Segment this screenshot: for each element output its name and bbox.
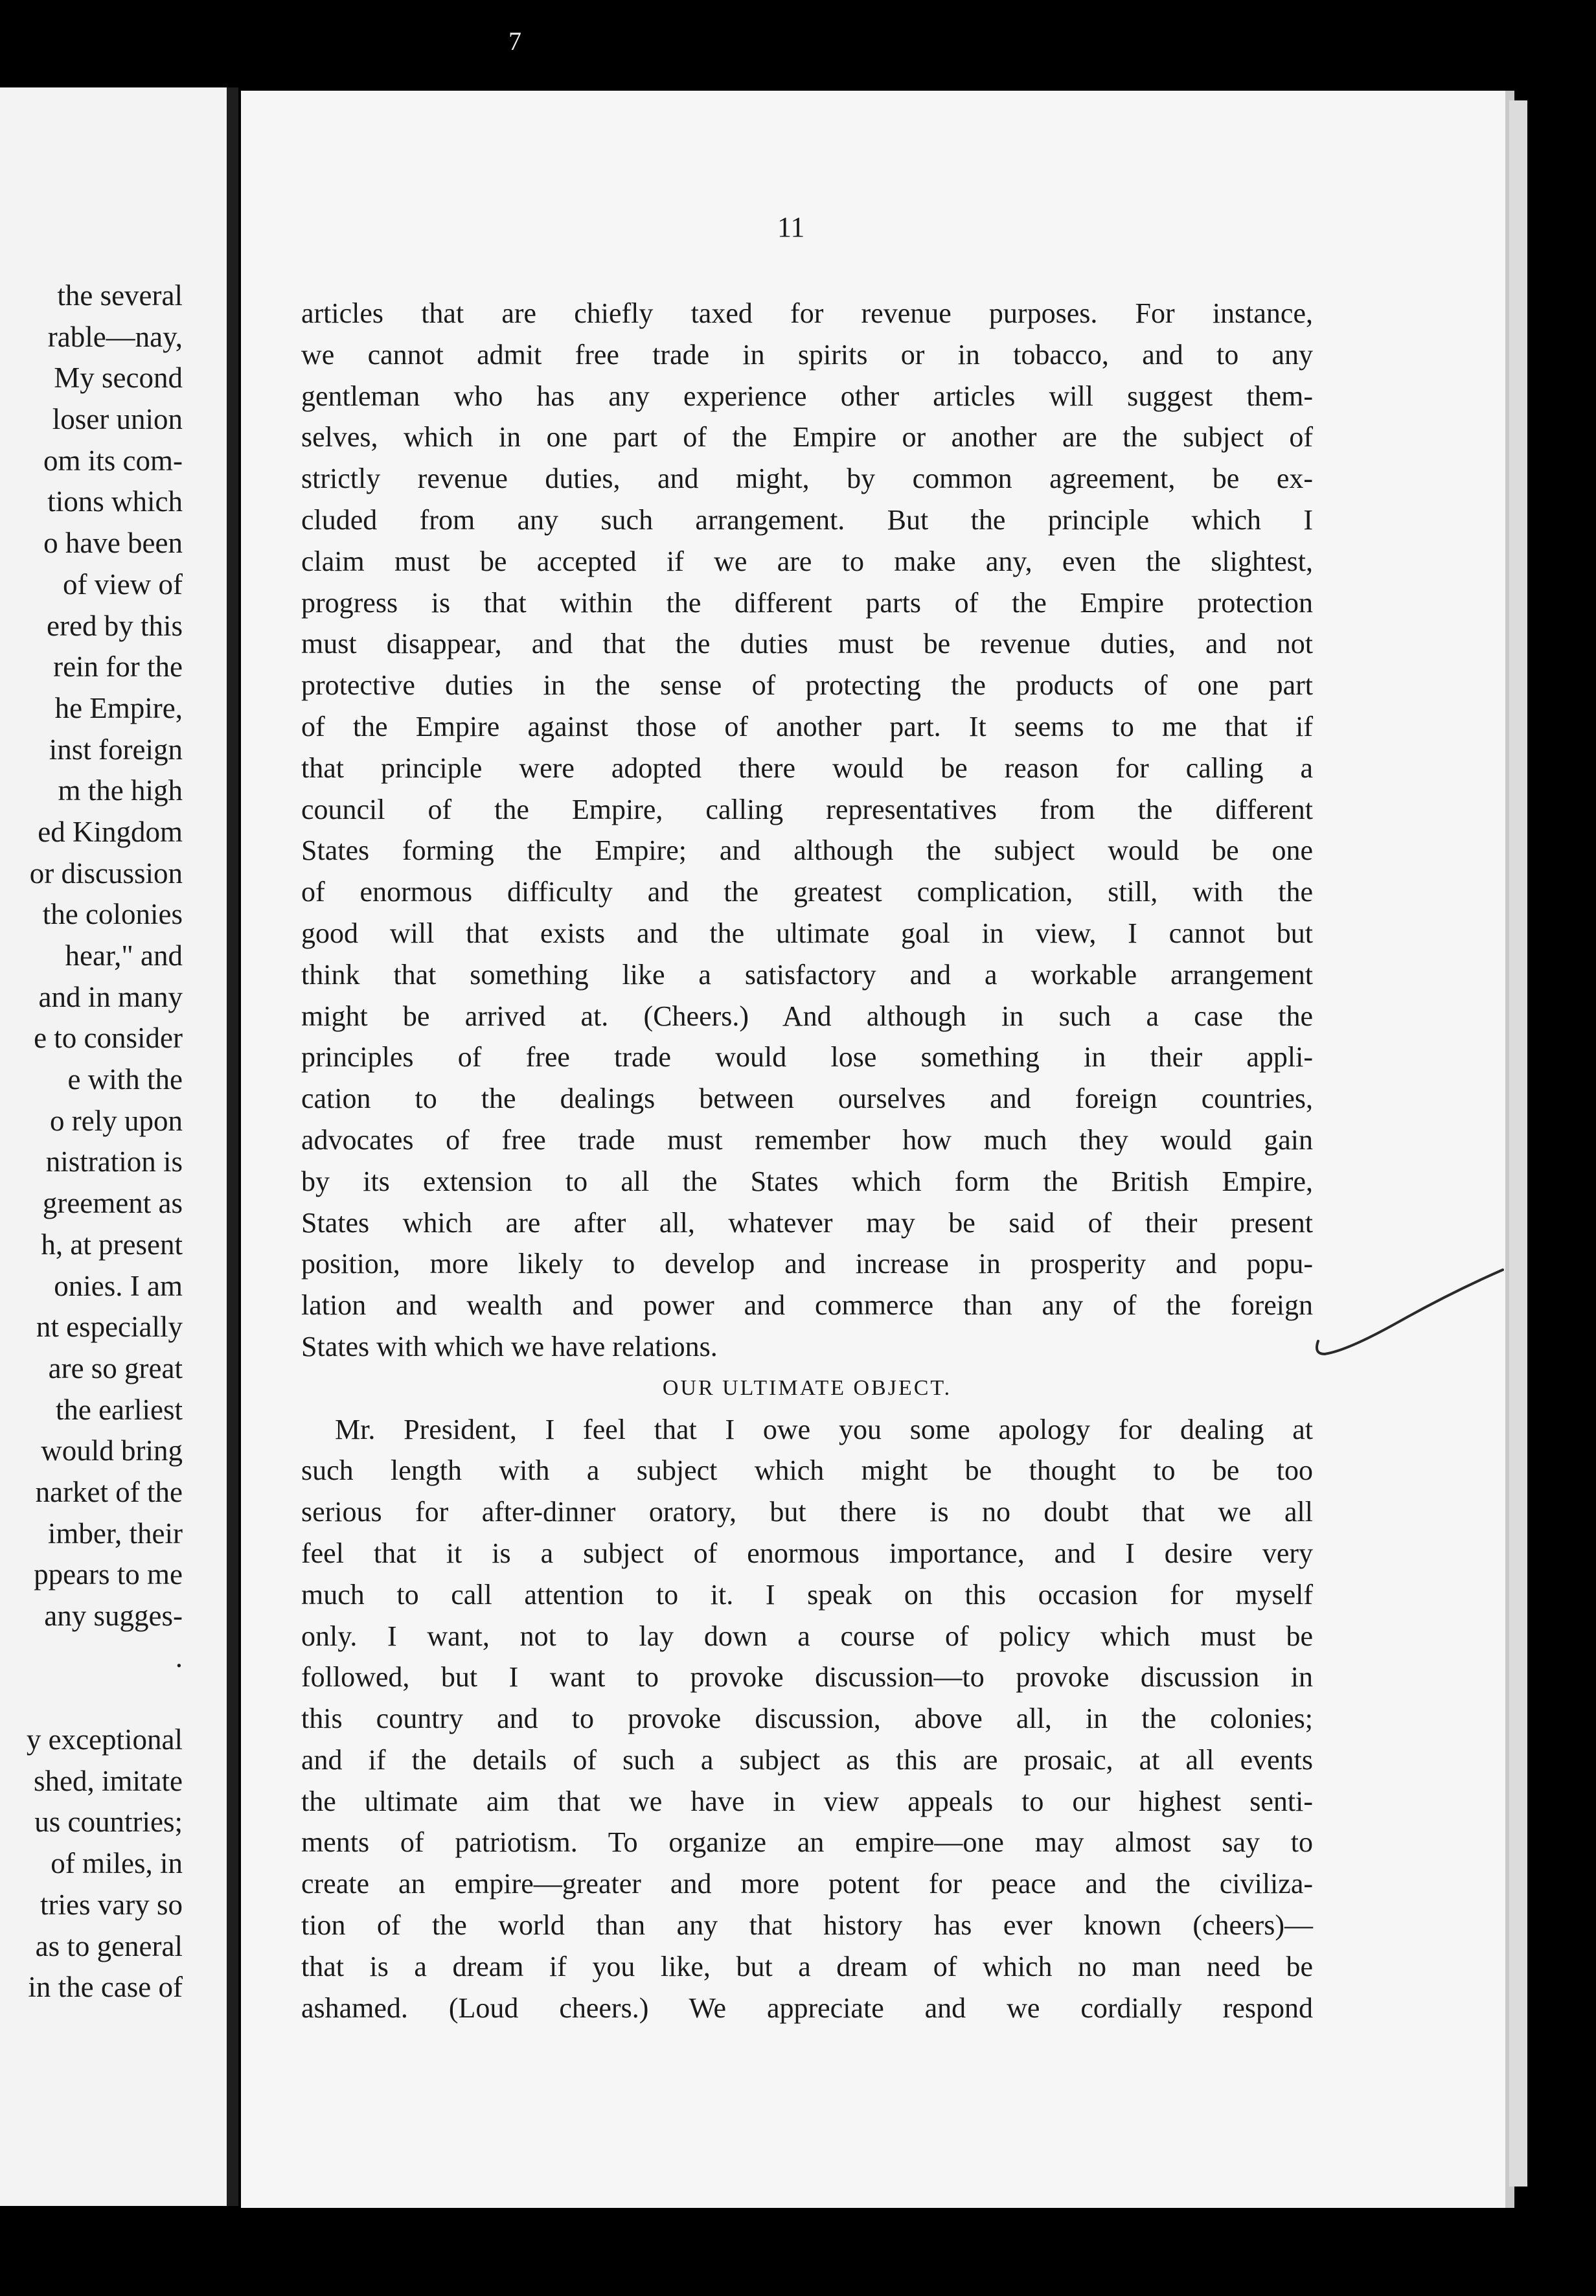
text-line: feel that it is a subject of enormous importance, and I desire very [301, 1537, 1313, 1569]
text-line: serious for after-dinner oratory, but there is no doubt that we all [301, 1496, 1313, 1528]
text-line: are so great [48, 1351, 183, 1384]
text-line: tries vary so [40, 1888, 183, 1921]
text-line: by its extension to all the States which form the British Empire, [301, 1165, 1313, 1197]
text-line: My second [54, 362, 183, 395]
text-line: must disappear, and that the duties must be revenue duties, and not [301, 628, 1313, 660]
paragraph-ultimate-object [301, 1409, 1313, 2029]
text-line: in the case of [28, 1971, 183, 2004]
text-line: inst foreign [49, 733, 183, 766]
text-line: council of the Empire, calling representatives from the different [301, 793, 1313, 825]
text-line: claim must be accepted if we are to make any, even the slightest, [301, 545, 1313, 577]
text-line: create an empire—greater and more potent for peace and the civiliza- [301, 1868, 1313, 1900]
text-line: us countries; [34, 1806, 183, 1839]
text-line: States which are after all, whatever may be said of their present [301, 1206, 1313, 1239]
text-line: rable—nay, [47, 320, 183, 353]
text-line: tion of the world than any that history has ever known (cheers)— [301, 1909, 1313, 1942]
text-line: we cannot admit free trade in spirits or in tobacco, and to any [301, 338, 1313, 371]
text-line: m the high [58, 774, 183, 807]
text-line: cation to the dealings between ourselves and foreign countries, [301, 1083, 1313, 1115]
text-line: ments of patriotism. To organize an empire—one may almost say to [301, 1826, 1313, 1859]
text-line: the earliest [55, 1393, 183, 1426]
text-line: any sugges- [44, 1600, 183, 1632]
text-line: might be arrived at. (Cheers.) And although in such a case the [301, 1000, 1313, 1032]
text-line: shed, imitate [34, 1764, 183, 1797]
text-line [0, 1678, 183, 1719]
text-line: that is a dream if you like, but a dream of which no man need be [301, 1950, 1313, 1982]
text-line: om its com- [43, 444, 183, 477]
text-line: much to call attention to it. I speak on this occasion for myself [301, 1578, 1313, 1611]
text-line: protective duties in the sense of protecting the products of one part [301, 669, 1313, 702]
text-line: ppears to me [34, 1558, 183, 1591]
top-mark: 7 [508, 27, 521, 56]
text-line: that principle were adopted there would be reason for calling a [301, 752, 1313, 784]
text-line: ashamed. (Loud cheers.) We appreciate and we cordially respond [301, 1992, 1313, 2024]
text-line: the ultimate aim that we have in view appeals to our highest senti- [301, 1785, 1313, 1817]
text-line: the colonies [42, 898, 183, 931]
text-line: progress is that within the different parts of the Empire protection [301, 586, 1313, 619]
text-line: advocates of free trade must remember how much they would gain [301, 1123, 1313, 1156]
text-line: gentleman who has any experience other articles will suggest them- [301, 380, 1313, 412]
text-line: such length with a subject which might be thought to be too [301, 1454, 1313, 1487]
text-line: and if the details of such a subject as this are prosaic, at all events [301, 1743, 1313, 1776]
page-body [301, 293, 1313, 2028]
text-line: States forming the Empire; and although the subject would be one [301, 834, 1313, 867]
text-line: greement as [42, 1187, 183, 1220]
text-line: principles of free trade would lose something in their appli- [301, 1041, 1313, 1073]
text-line: e to consider [34, 1022, 183, 1055]
text-line: nistration is [45, 1145, 183, 1178]
text-line: lation and wealth and power and commerce than any of the foreign [301, 1289, 1313, 1322]
text-line: Mr. President, I feel that I owe you some apology for dealing at [335, 1413, 1313, 1445]
text-line: imber, their [47, 1517, 183, 1550]
text-line: of miles, in [51, 1847, 183, 1880]
text-line: strictly revenue duties, and might, by common agreement, be ex- [301, 463, 1313, 495]
text-line: ered by this [47, 609, 183, 642]
text-line: . [175, 1640, 183, 1673]
text-line: articles that are chiefly taxed for revenue purposes. For instance, [301, 297, 1313, 329]
section-heading: OUR ULTIMATE OBJECT. [662, 1375, 952, 1400]
text-line: and in many [38, 980, 183, 1013]
text-line: of the Empire against those of another part. It seems to me that if [301, 710, 1313, 742]
text-line: onies. I am [54, 1269, 183, 1302]
text-line: of view of [63, 568, 183, 601]
text-line: selves, which in one part of the Empire or another are the subject of [301, 421, 1313, 453]
text-line: cluded from any such arrangement. But the principle which I [301, 503, 1313, 536]
text-line: as to general [35, 1929, 183, 1962]
text-line: nt especially [36, 1311, 183, 1344]
text-line: hear," and [65, 939, 183, 972]
text-line: o have been [43, 527, 183, 560]
text-line: States with which we have relations. [301, 1330, 718, 1362]
text-line: position, more likely to develop and increase in prosperity and popu- [301, 1248, 1313, 1280]
text-line: good will that exists and the ultimate goal in view, I cannot but [301, 917, 1313, 949]
text-line: the several [57, 279, 183, 312]
page-number: 11 [777, 211, 805, 243]
text-line: ed Kingdom [38, 815, 183, 848]
text-line: e with the [67, 1063, 183, 1096]
text-line: of enormous difficulty and the greatest complication, still, with the [301, 876, 1313, 908]
text-line: narket of the [35, 1475, 183, 1508]
text-line: would bring [41, 1434, 183, 1467]
text-line: o rely upon [50, 1104, 183, 1137]
text-line: only. I want, not to lay down a course of policy which must be [301, 1620, 1313, 1652]
text-line: think that something like a satisfactory and a workable arrangement [301, 958, 1313, 991]
text-line: this country and to provoke discussion, above all, in the colonies; [301, 1703, 1313, 1735]
previous-page-text [0, 275, 183, 2008]
book-gutter [227, 87, 238, 2206]
paragraph-free-trade [301, 293, 1313, 1368]
text-line: loser union [52, 403, 183, 436]
text-line: he Empire, [54, 691, 183, 724]
text-line: tions which [47, 485, 183, 518]
text-line: followed, but I want to provoke discussion—to provoke discussion in [301, 1661, 1313, 1693]
text-line: rein for the [53, 650, 183, 683]
page-edge [1509, 100, 1527, 2187]
pencil-tick-mark [1308, 1257, 1516, 1393]
previous-page-fragment [0, 87, 236, 2206]
text-line: or discussion [29, 856, 183, 890]
text-line: y exceptional [26, 1723, 183, 1756]
text-line: h, at present [41, 1228, 183, 1261]
